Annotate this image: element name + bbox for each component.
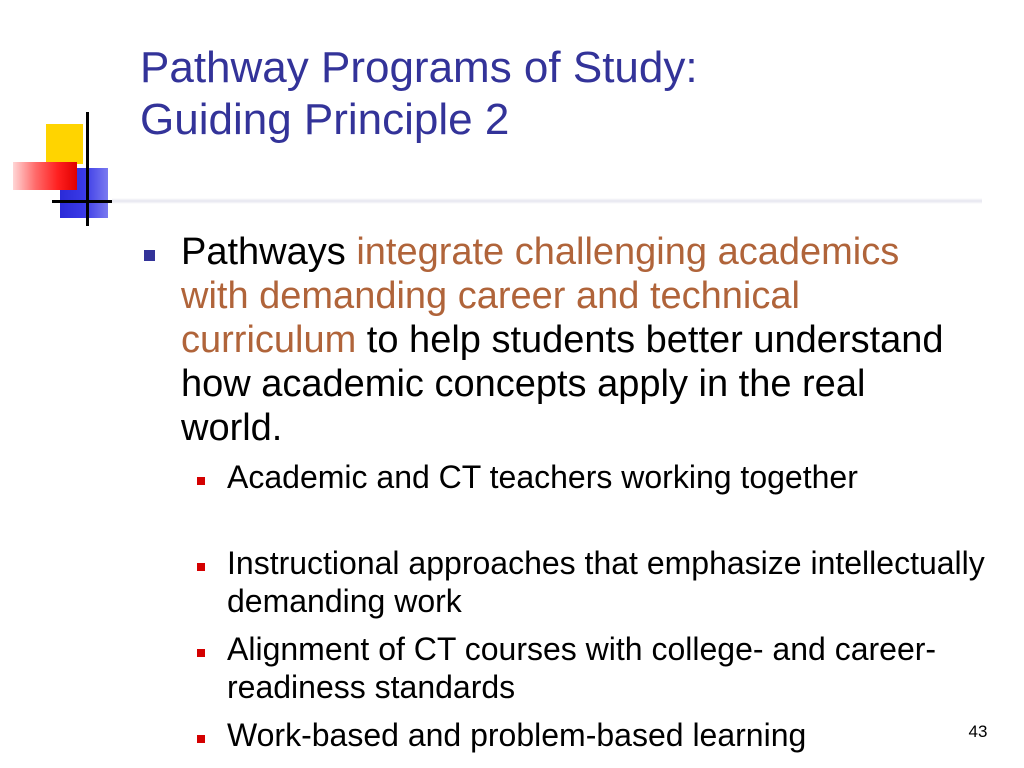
sub-bullet-3-square-icon (197, 649, 205, 657)
title-line-2: Guiding Principle 2 (140, 95, 510, 144)
sub-bullet-1: Academic and CT teachers working together (227, 459, 858, 495)
sub-bullet-2: Instructional approaches that emphasize intellectually demanding work (227, 545, 985, 619)
main-bullet-rest: to help students better understand how academic concepts apply in the real world. (181, 319, 944, 449)
main-bullet-highlight: integrate challenging academics with demanding career and technical curriculum (181, 231, 900, 361)
logo-horizontal-line (52, 200, 112, 203)
sub-bullet-2-square-icon (197, 563, 205, 571)
main-bullet-text (181, 230, 971, 450)
logo-yellow-square (46, 124, 83, 164)
sub-bullet-4-square-icon (197, 735, 205, 743)
main-bullet-square-icon (144, 250, 155, 261)
sub-bullet-3: Alignment of CT courses with college- and career-readiness standards (227, 631, 937, 705)
title-divider (112, 198, 982, 204)
slide-title (140, 42, 1000, 146)
slide-number: 43 (968, 722, 988, 741)
sub-bullet-1-square-icon (197, 477, 205, 485)
main-bullet-lead: Pathways (181, 231, 357, 273)
logo-vertical-line (86, 112, 89, 226)
title-line-1: Pathway Programs of Study: (140, 43, 698, 92)
sub-bullet-4: Work-based and problem-based learning (227, 717, 807, 753)
logo-red-bar (13, 162, 77, 190)
